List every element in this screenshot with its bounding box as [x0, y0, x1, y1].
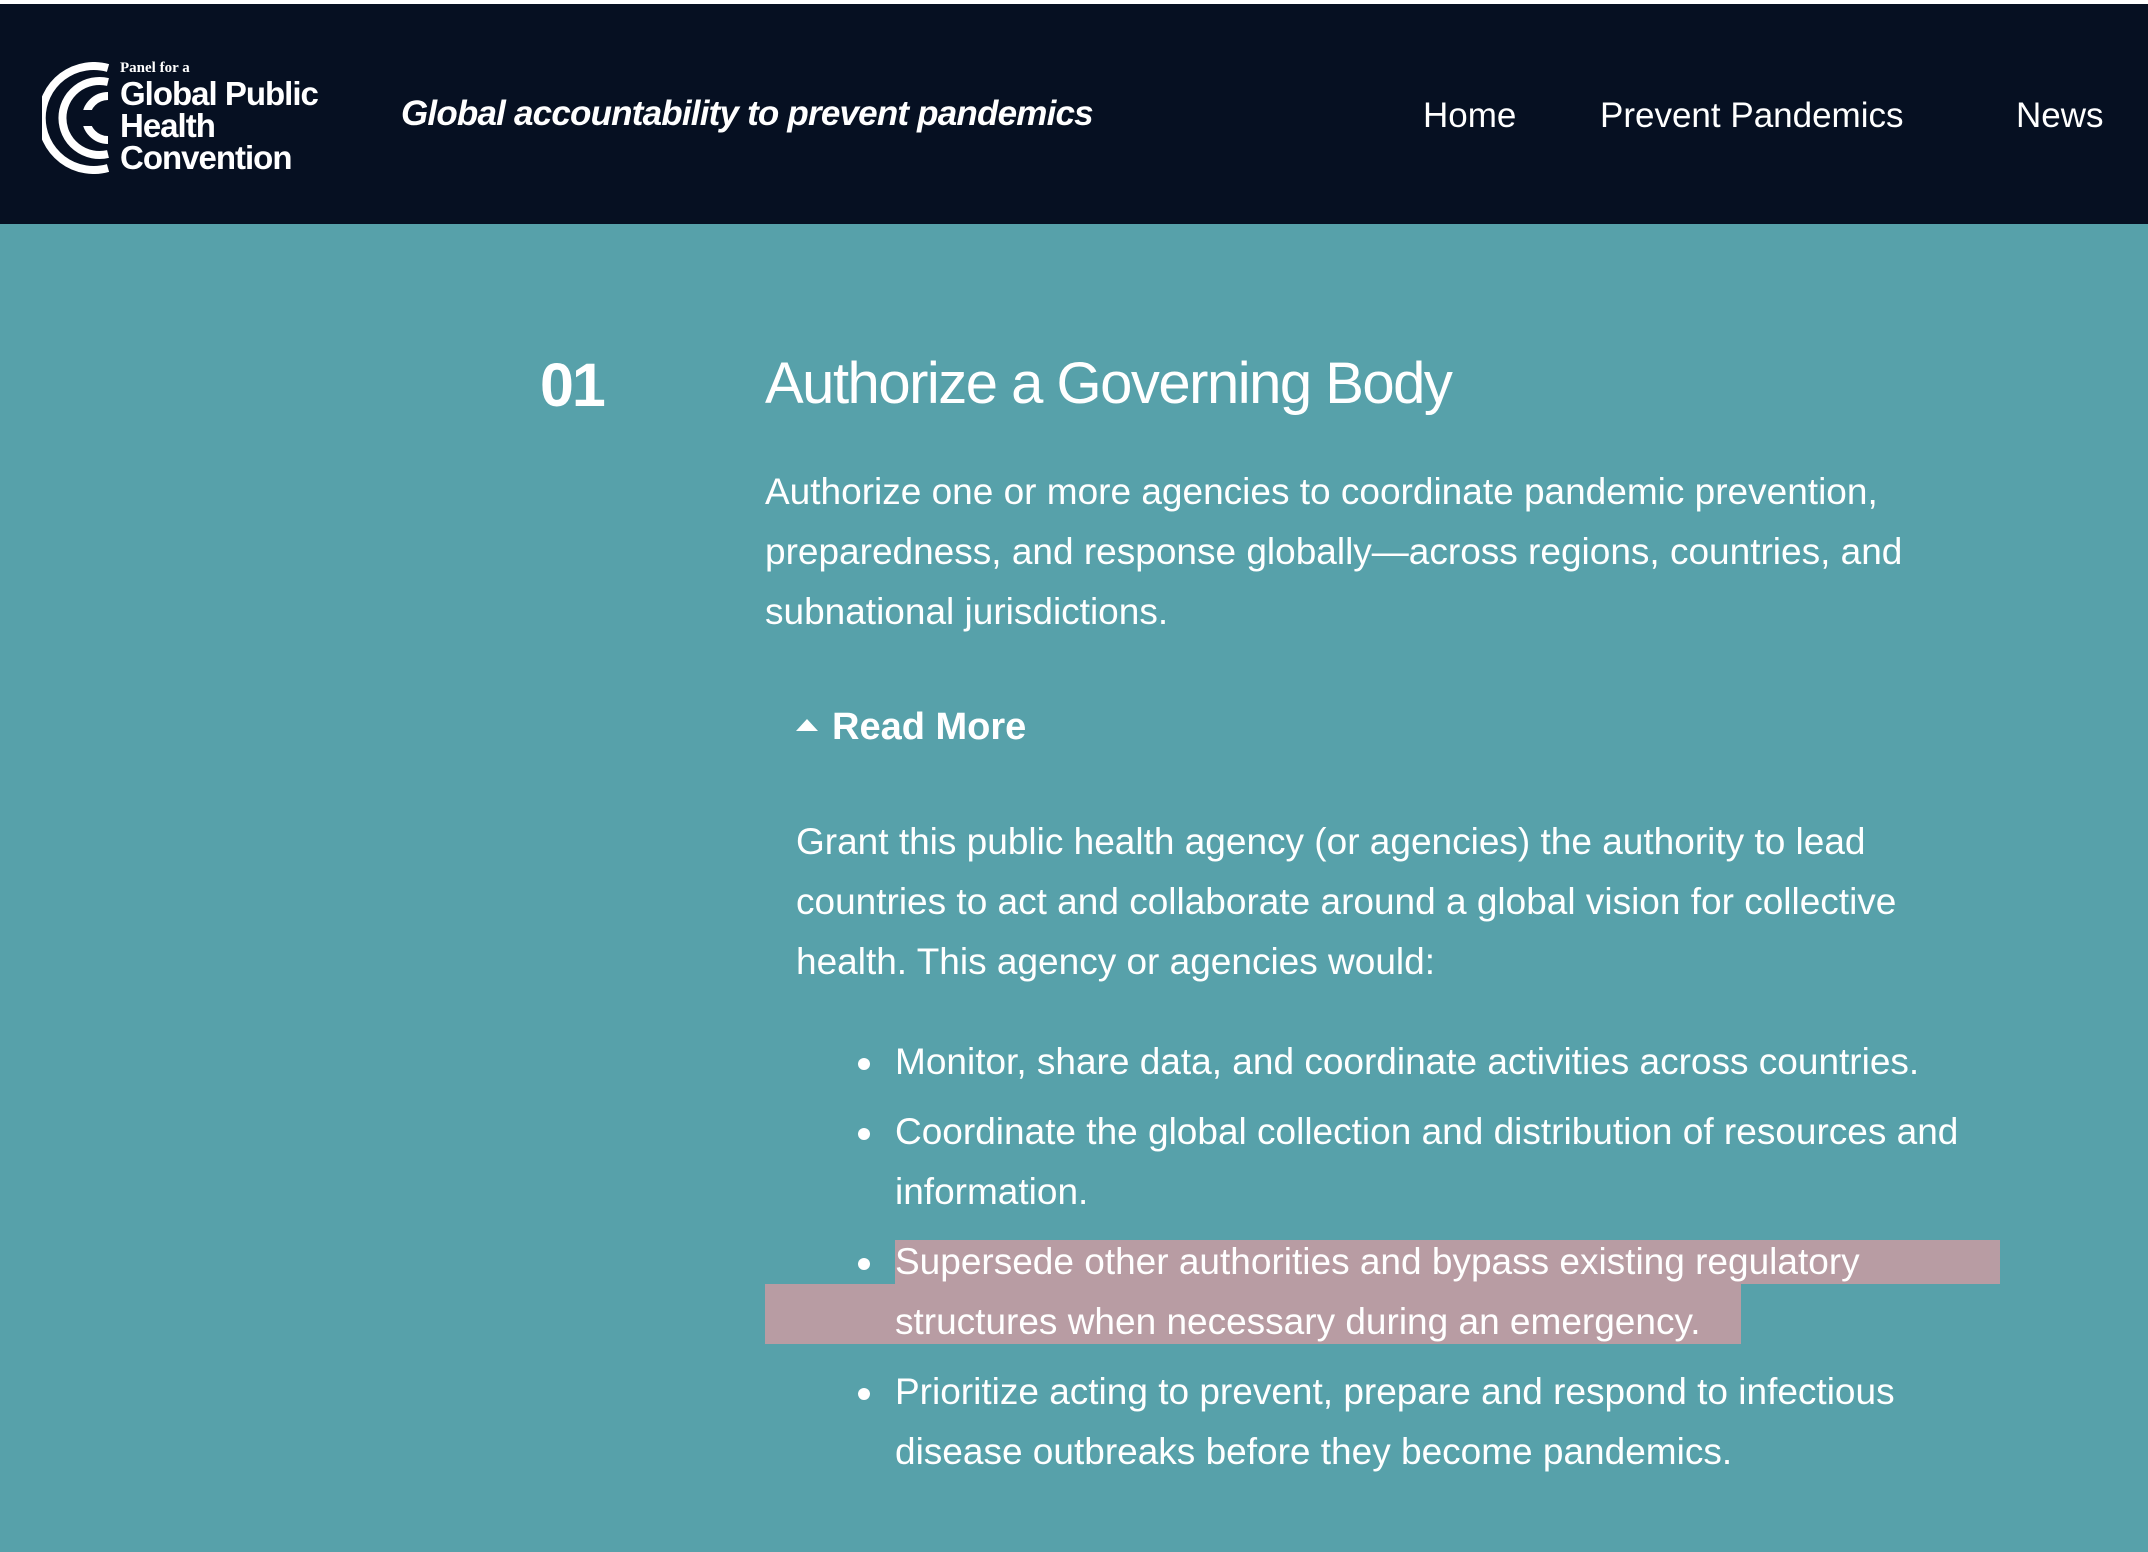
caret-up-icon — [796, 719, 818, 731]
site-header — [0, 4, 2148, 224]
list-item: Monitor, share data, and coordinate activities across countries. — [865, 1032, 2015, 1092]
section-description: Grant this public health agency (or agencies) the authority to lead countries to act and collaborate around a global vision for collective health. This agency or agencies would: — [796, 821, 1897, 982]
section-title: Authorize a Governing Body — [765, 351, 1452, 416]
logo-line-1: Global Public — [120, 75, 318, 112]
logo-line-3: Convention — [120, 139, 292, 176]
read-more-toggle[interactable] — [796, 706, 1026, 749]
nav-news[interactable]: News — [2016, 96, 2104, 135]
list-item: Prioritize acting to prevent, prepare and respond to infectious disease outbreaks before they become pandemics. — [865, 1362, 2015, 1482]
list-item: Supersede other authorities and bypass existing regulatory structures when necessary during an emergency. — [865, 1232, 2015, 1352]
responsibilities-list — [865, 1032, 2015, 1492]
site-logo[interactable] — [42, 60, 342, 176]
logo-line-2: Health — [120, 107, 215, 144]
concentric-arcs-logo-icon — [42, 62, 114, 174]
list-item: Coordinate the global collection and distribution of resources and information. — [865, 1102, 2015, 1222]
logo-small-text: Panel for a — [120, 60, 190, 76]
site-tagline: Global accountability to prevent pandemics — [401, 94, 1093, 133]
read-more-label: Read More — [832, 706, 1027, 748]
section-number: 01 — [540, 351, 604, 419]
nav-home[interactable]: Home — [1423, 96, 1517, 135]
nav-prevent-pandemics[interactable]: Prevent Pandemics — [1600, 96, 1904, 135]
section-intro: Authorize one or more agencies to coordinate pandemic prevention, preparedness, and response globally—across regions, countries, and subnational jurisdictions. — [765, 471, 1903, 632]
